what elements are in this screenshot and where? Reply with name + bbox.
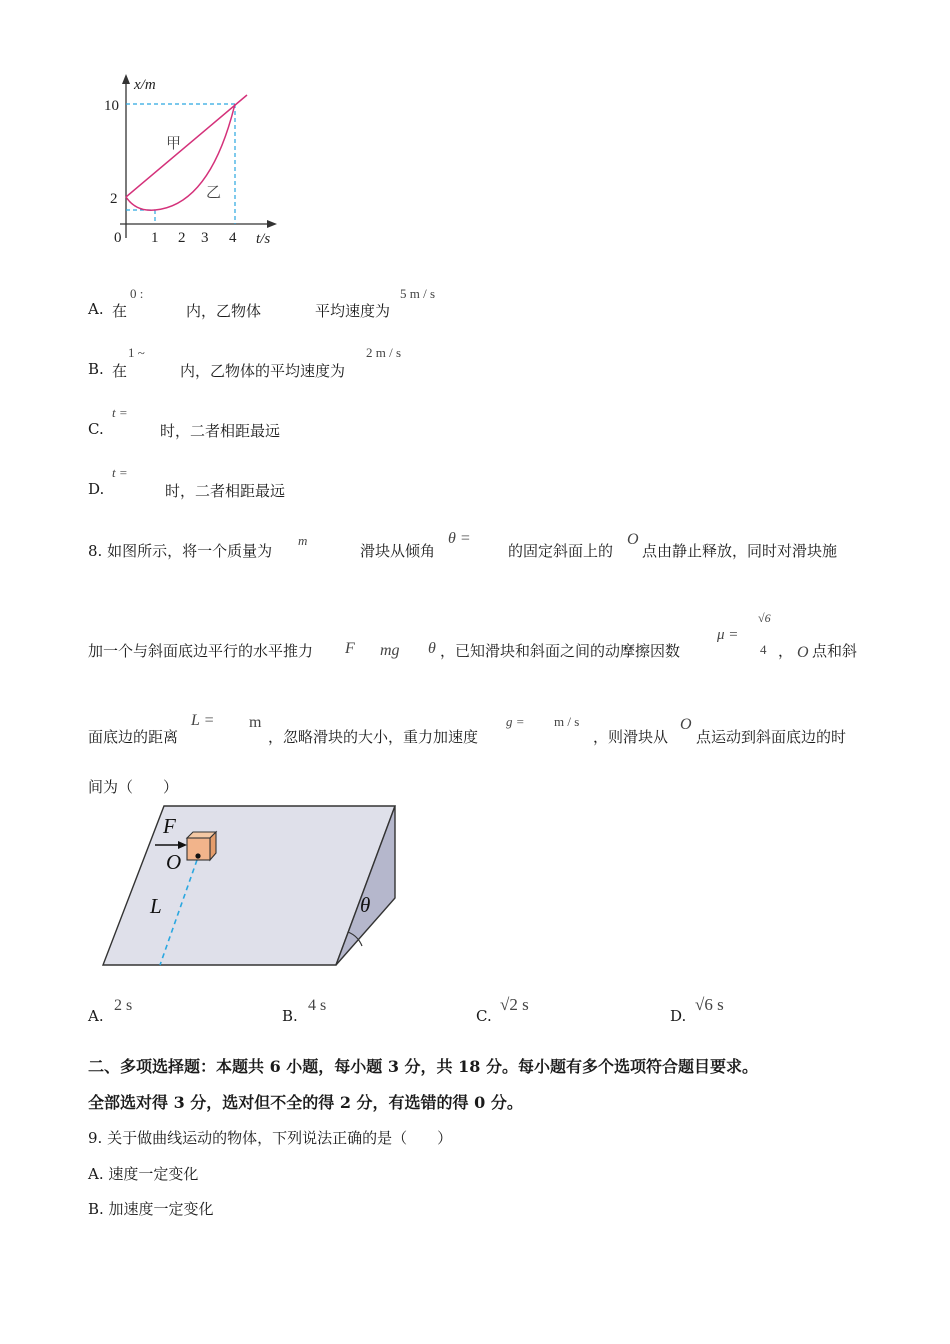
q8-text: ，忽略滑块的大小，重力加速度: [268, 728, 479, 746]
option-text: 在: [112, 362, 128, 380]
x-tick-4: 4: [229, 230, 237, 246]
q8-text: 间为（ ）: [88, 778, 179, 796]
q8-text: ，已知滑块和斜面之间的动摩擦因数: [440, 642, 681, 660]
label-theta: θ: [360, 893, 371, 917]
x-axis-arrow-icon: [267, 220, 277, 228]
math-g-eq: g =: [506, 714, 525, 729]
xt-graph: [100, 72, 290, 252]
option-text: 平均速度为: [315, 302, 391, 320]
option-letter: D.: [88, 480, 105, 498]
option-text: 内，乙物体的平均速度为: [180, 362, 346, 380]
q8-text: 面底边的距离: [88, 728, 179, 746]
option-text: 内，乙物体: [186, 302, 262, 320]
math-fragment: 2 m / s: [366, 345, 402, 360]
math-mu-eq: μ =: [717, 627, 739, 643]
point-O-dot: [195, 853, 200, 858]
math-g-unit: m / s: [554, 714, 580, 729]
x-tick-1: 1: [151, 230, 159, 246]
option-value: √6 s: [695, 995, 724, 1014]
option-value: √2 s: [500, 995, 529, 1014]
option-letter: A.: [88, 1007, 104, 1025]
q8-text: 滑块从倾角: [360, 542, 436, 560]
math-four: 4: [760, 642, 767, 657]
section-2-line-1: 二、多项选择题：本题共 6 小题，每小题 3 分，共 18 分。每小题有多个选项符合题目要求。: [88, 1057, 758, 1076]
math-L-eq: L =: [191, 712, 215, 729]
q8-text: 加一个与斜面底边平行的水平推力: [88, 642, 314, 660]
option-letter: B.: [88, 360, 104, 378]
q8-text: 8. 如图所示，将一个质量为: [88, 542, 273, 560]
y-axis-arrow-icon: [122, 74, 130, 84]
curve-jia: [126, 95, 247, 197]
math-sqrt-frag: √6: [758, 611, 771, 625]
option-letter: A.: [88, 300, 104, 318]
math-fragment: 0 :: [130, 286, 144, 301]
q8-text: 点运动到斜面底边的时: [696, 728, 847, 746]
option-letter: C.: [88, 420, 104, 438]
math-mg: mg: [380, 642, 400, 659]
x-tick-3: 3: [201, 230, 209, 246]
q9-stem: 9. 关于做曲线运动的物体，下列说法正确的是（ ）: [88, 1129, 453, 1147]
math-m-unit: m: [249, 714, 262, 731]
x-axis-label: t/s: [256, 231, 271, 247]
math-fragment: t =: [112, 465, 128, 480]
y-tick-2: 2: [110, 191, 118, 207]
option-value: 4 s: [308, 997, 327, 1014]
q8-text: ，则滑块从: [593, 728, 669, 746]
math-m: m: [298, 533, 308, 548]
q8-text: ，: [778, 642, 794, 660]
q8-text: 点由静止释放，同时对滑块施: [642, 542, 838, 560]
math-theta-eq: θ =: [448, 530, 471, 547]
option-value: 2 s: [114, 997, 133, 1014]
math-fragment: 1 ~: [128, 345, 145, 360]
section-2-line-2: 全部选对得 3 分，选对但不全的得 2 分，有选错的得 0 分。: [88, 1093, 523, 1112]
math-O: O: [680, 716, 692, 733]
q8-text: 点和斜: [812, 642, 858, 660]
curve-yi-label: 乙: [206, 185, 222, 201]
option-text: 在: [112, 302, 128, 320]
q9-option-b[interactable]: B. 加速度一定变化: [88, 1200, 214, 1218]
option-text: 时，二者相距最远: [160, 422, 281, 440]
option-text: 时，二者相距最远: [165, 482, 286, 500]
y-tick-10: 10: [104, 98, 119, 114]
option-letter: B.: [282, 1007, 298, 1025]
math-theta-frag: θ: [428, 640, 436, 657]
incline-figure: [95, 800, 405, 975]
label-O: O: [166, 850, 182, 874]
math-O: O: [627, 531, 639, 548]
x-tick-2: 2: [178, 230, 186, 246]
option-letter: D.: [670, 1007, 687, 1025]
label-F: F: [163, 814, 176, 838]
option-letter: C.: [476, 1007, 492, 1025]
y-axis-label: x/m: [134, 77, 156, 93]
math-fragment: t =: [112, 405, 128, 420]
math-O: O: [797, 644, 809, 661]
curve-jia-label: 甲: [166, 136, 182, 152]
math-F: F: [345, 640, 355, 657]
q8-text: 的固定斜面上的: [508, 542, 614, 560]
label-L: L: [150, 894, 162, 918]
q9-option-a[interactable]: A. 速度一定变化: [88, 1165, 199, 1183]
math-fragment: 5 m / s: [400, 286, 436, 301]
origin-label: 0: [114, 230, 122, 246]
